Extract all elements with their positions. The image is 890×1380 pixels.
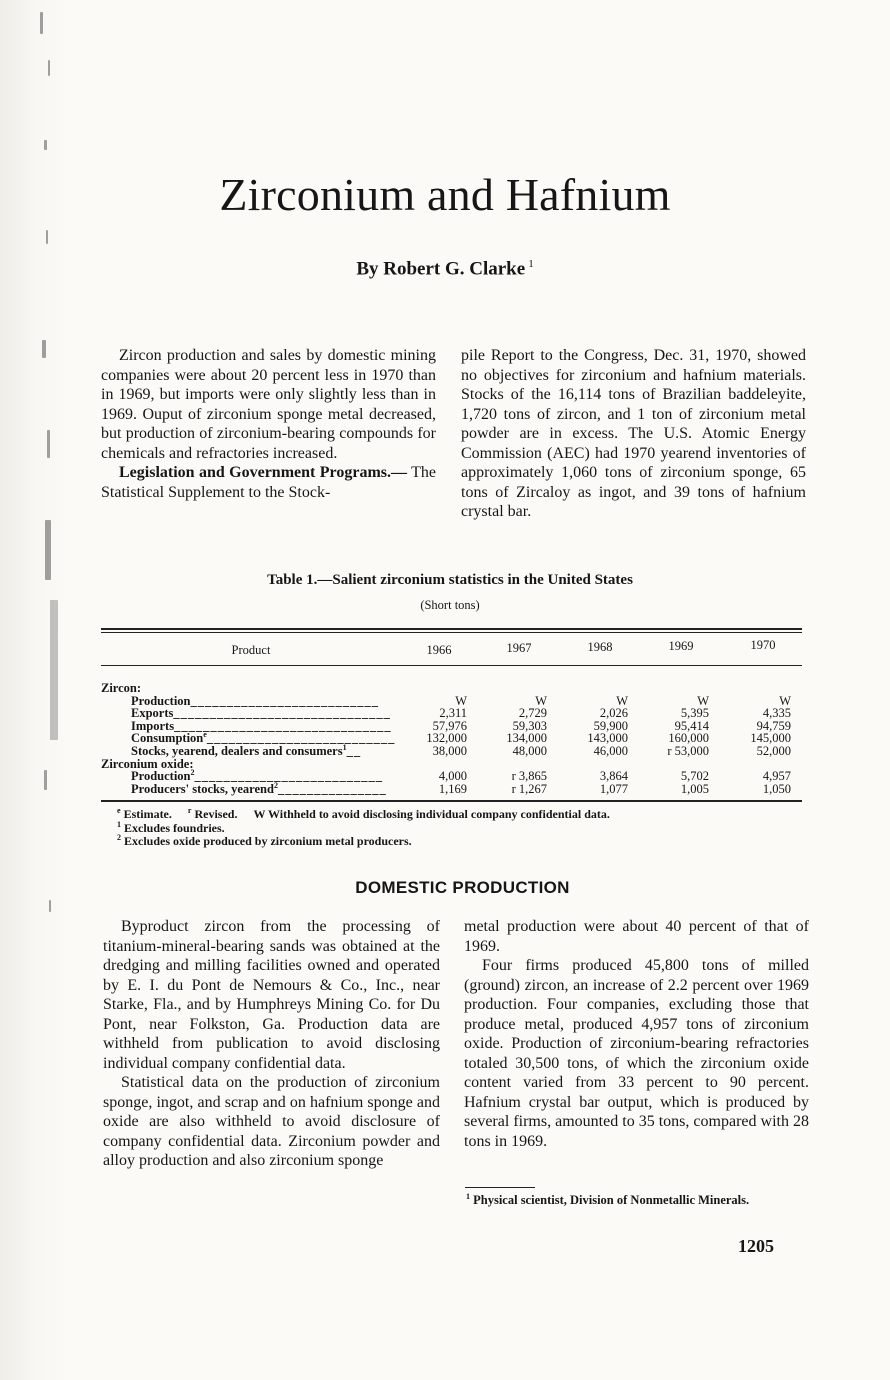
author-byline: [0, 258, 890, 280]
byproduct-paragraph: Byproduct zircon from the processing of titanium-mineral-bearing sands was obtained at the dredging and milling facilities owned and operated by E. I. du Pont de Nemours & Co., Inc., near Starke, Fla., and by Humphreys Mining Co. for Du Pont, near Folkston, Ga. Production data are withheld from publication to avoid disclosing individual company confidential data.: [103, 918, 440, 1072]
table-cell: 94,759: [756, 718, 791, 733]
legislation-text: The Statistical Supplement to the Stock-: [101, 464, 436, 501]
table-cell: W: [779, 693, 791, 708]
table-cell: 143,000: [587, 731, 628, 746]
table-cell: 4,335: [762, 706, 791, 721]
table-cell: 1,050: [762, 781, 791, 796]
row-footnote-mark: 2: [190, 768, 195, 777]
author-footnote: [466, 1193, 809, 1208]
footnote-rule: [465, 1187, 535, 1188]
page-number: 1205: [738, 1236, 774, 1256]
body-column-left: [103, 917, 440, 1171]
header-1967: 1967: [506, 641, 532, 655]
estimate-mark: e: [117, 806, 121, 815]
notes-line-1: [117, 808, 610, 822]
note-excludes-foundries: Excludes foundries.: [124, 820, 225, 835]
note-excludes-oxide: Excludes oxide produced by zirconium metal producers.: [124, 834, 412, 848]
header-product: Product: [231, 643, 271, 657]
table-cell: 59,303: [512, 718, 547, 733]
table-cell: 160,000: [668, 731, 709, 746]
footnote-text: Physical scientist, Division of Nonmetallic Minerals.: [473, 1193, 750, 1207]
row-label-text: Producers' stocks, yearend: [131, 781, 274, 796]
table-cell: 5,395: [680, 706, 709, 721]
table-subtitle: (Short tons): [420, 598, 480, 612]
stockpile-paragraph: pile Report to the Congress, Dec. 31, 1970, showed no objectives for zirconium and hafnium materials. Stocks of the 16,114 tons of Brazilian baddeleyite, 1,720 tons of zircon, and 1 ton of zirconium metal powder are in excess. The U.S. Atomic Energy Commission (AEC) had 1970 yearend inventories of approximately 1,060 tons of zirconium sponge, 65 tons of Zircaloy as ingot, and 39 tons of hafnium crystal bar.: [461, 347, 806, 520]
header-1970: 1970: [750, 638, 776, 652]
legislation-heading: Legislation and Government Programs.—: [119, 464, 407, 481]
table-cell: 59,900: [593, 718, 628, 733]
row-label: [131, 780, 387, 796]
withheld-note: W Withheld to avoid disclosing individual company confidential data.: [253, 807, 610, 821]
table-cell: r 53,000: [667, 743, 709, 758]
author-footnote-mark: 1: [528, 258, 534, 270]
header-1966: 1966: [426, 643, 452, 657]
table-cell: 57,976: [432, 718, 467, 733]
row-label-text: Imports: [131, 718, 175, 733]
table-cell: 52,000: [756, 743, 791, 758]
notes-line-3: [117, 835, 610, 849]
estimate-note: Estimate.: [123, 807, 172, 821]
revised-note: Revised.: [194, 807, 238, 821]
table-cell: 1,005: [680, 781, 709, 796]
intro-column-left: [101, 346, 436, 502]
table-cell: 3,864: [599, 769, 628, 784]
table-cell: 2,729: [518, 706, 547, 721]
table-cell: 132,000: [426, 731, 467, 746]
row-label-text: Exports: [131, 706, 174, 721]
intro-paragraph: Zircon production and sales by domestic mining companies were about 20 percent less in 1970 than in 1969, but imports were only slightly less than in 1969. Ouput of zirconium sponge metal decreased, but production of zirconium-bearing compounds for chemicals and refractories increased.: [101, 347, 436, 462]
row-leader: __: [346, 743, 362, 758]
row-footnote-mark: 2: [273, 780, 278, 790]
author-name: By Robert G. Clarke: [356, 258, 526, 280]
table-cell: 134,000: [506, 731, 547, 746]
note1-mark: 1: [117, 819, 121, 829]
table-cell: r 3,865: [511, 769, 547, 784]
table-cell: 95,414: [674, 718, 709, 733]
table-cell: W: [616, 693, 628, 708]
table-header-rule: [101, 665, 802, 666]
row-label-text: Production: [131, 769, 191, 784]
row-leader: ______________________________: [173, 706, 391, 721]
table-top-rule: [101, 628, 802, 630]
table-top-rule-thin: [101, 632, 802, 633]
row-label-text: Zircon:: [101, 681, 142, 695]
table-cell: 48,000: [512, 743, 547, 758]
table-cell: 38,000: [432, 743, 467, 758]
row-leader: __________________________: [194, 769, 383, 784]
page-title: Zirconium and Hafnium: [219, 169, 671, 220]
row-leader: _______________: [277, 781, 387, 796]
legislation-paragraph: [101, 463, 436, 502]
table-notes: [117, 808, 610, 849]
table-cell: 2,311: [439, 706, 467, 721]
row-footnote-mark: 1: [342, 742, 347, 752]
table-cell: 4,000: [438, 769, 467, 784]
table-cell: 145,000: [750, 731, 791, 746]
table-row: [101, 780, 801, 796]
note2-mark: 2: [117, 833, 121, 842]
table-cell: 2,026: [599, 706, 628, 721]
section-heading: DOMESTIC PRODUCTION: [355, 878, 570, 897]
table-cell: r 1,267: [511, 781, 547, 796]
row-leader: __________________________: [190, 693, 379, 708]
revised-mark: r: [187, 806, 192, 815]
table-bottom-rule: [101, 800, 802, 802]
table-cell: 1,169: [438, 781, 467, 796]
row-label-text: Production: [131, 693, 191, 708]
table-cell: W: [697, 693, 709, 708]
table-body: [101, 682, 801, 795]
header-1968: 1968: [587, 640, 613, 654]
firms-paragraph: Four firms produced 45,800 tons of milled (ground) zircon, an increase of 2.2 percent over 1969 production. Four companies, excluding those that produce metal, produced 4,957 tons of zirconium oxide. Production of zirconium-bearing refractories totaled 30,500 tons, of which the zirconium oxide content varied from 33 percent to 90 percent. Hafnium crystal bar output, which is produced by several firms, amounted to 35 tons, compared with 28 tons in 1969.: [464, 957, 809, 1150]
table-cell: 1,077: [599, 781, 628, 796]
row-footnote-mark: e: [203, 730, 207, 740]
table-cell: W: [455, 693, 467, 708]
notes-line-2: [117, 819, 610, 836]
row-label-text: Stocks, yearend, dealers and consumers: [131, 743, 343, 758]
intro-column-right: [461, 346, 806, 522]
row-label-text: Consumption: [131, 731, 204, 746]
statistical-paragraph: Statistical data on the production of zirconium sponge, ingot, and scrap and on hafnium sponge and oxide are also withheld to avoid disclosure of company confidential data. Zirconium powder and alloy production and also zirconium sponge: [103, 1074, 440, 1169]
table-cell: 46,000: [593, 743, 628, 758]
table-cell: W: [535, 693, 547, 708]
footnote-mark: 1: [466, 1191, 470, 1201]
header-1969: 1969: [668, 639, 694, 653]
row-leader: ______________________________: [174, 718, 392, 733]
row-label-text: Zirconium oxide:: [101, 756, 194, 771]
metal-production-paragraph: metal production were about 40 percent of that of 1969.: [464, 918, 809, 955]
table-cell: 5,702: [680, 769, 709, 784]
table-cell: 4,957: [762, 769, 791, 784]
table-title: Table 1.—Salient zirconium statistics in the United States: [267, 572, 633, 588]
row-leader: __________________________: [206, 731, 396, 746]
body-column-right: [464, 917, 809, 1151]
table-row: [101, 742, 801, 758]
